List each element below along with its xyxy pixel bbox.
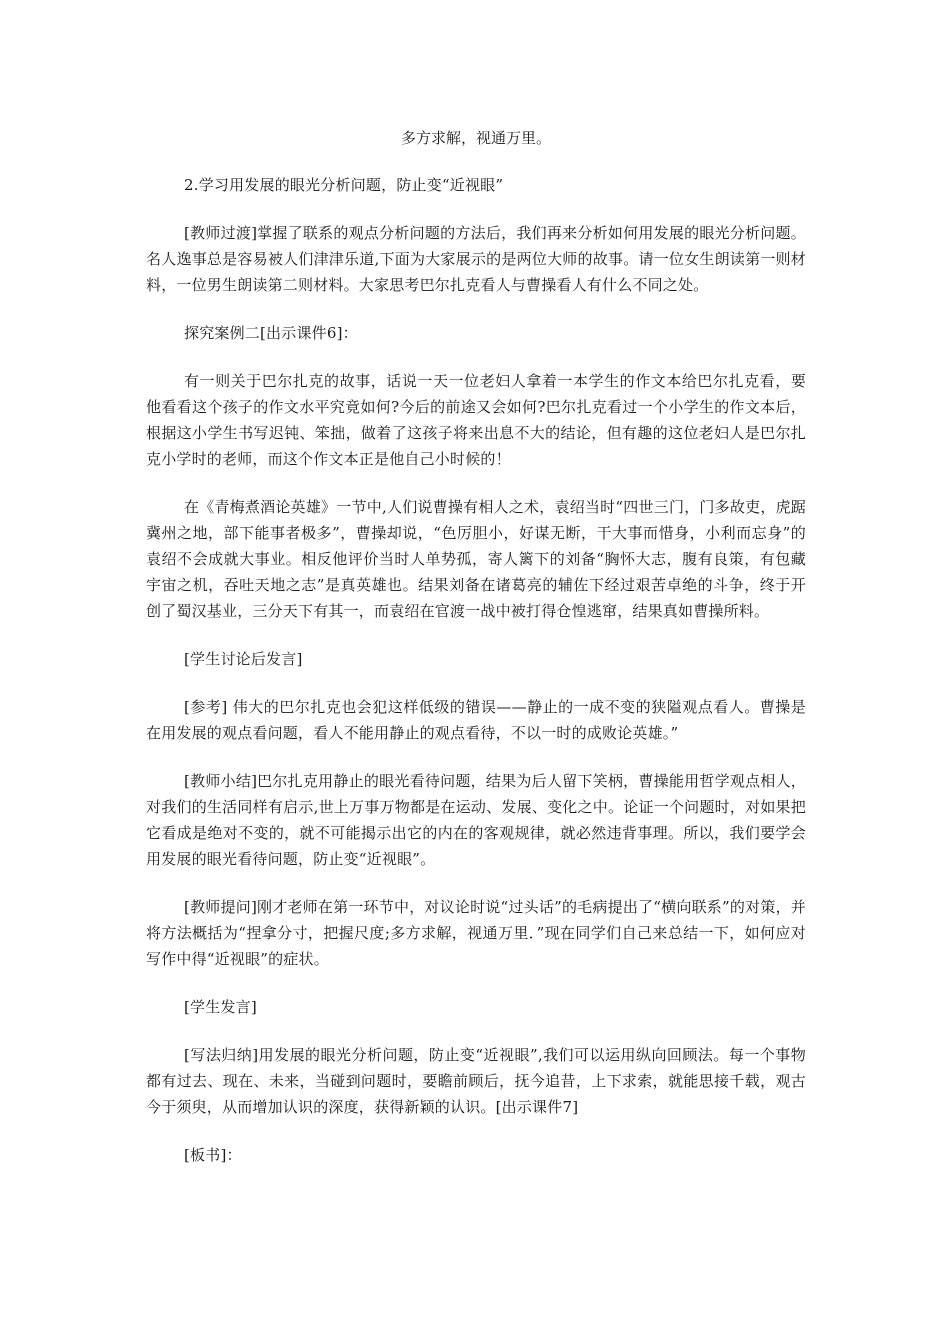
cao-cao-story-paragraph: 在《青梅煮酒论英雄》一节中,人们说曹操有相人之术，袁绍当时“四世三门，门多故吏，虎踞冀州之地，部下能事者极多”，曹操却说，“色厉胆小，好谋无断，干大事而惜身，小利而忘身”的袁绍不会成就大事业。相反他评价当时人单势孤，寄人篱下的刘备“胸怀大志，腹有良策，有包藏宇宙之机，吞吐天地之志”是真英雄也。结果刘备在诸葛亮的辅佐下经过艰苦卓绝的斗争，终于开创了蜀汉基业，三分天下有其一，而袁绍在官渡一战中被打得仓惶逃窜，结果真如曹操所料。 bbox=[146, 498, 806, 620]
reference-answer-paragraph: [参考] 伟大的巴尔扎克也会犯这样低级的错误——静止的一成不变的狭隘观点看人。曹操是在用发展的观点看问题，看人不能用静止的观点看待，不以一时的成败论英雄。” bbox=[146, 698, 806, 742]
balzac-story-paragraph: 有一则关于巴尔扎克的故事，话说一天一位老妇人拿着一本学生的作文本给巴尔扎克看，要他看看这个孩子的作文水平究竟如何?今后的前途又会如何?巴尔扎克看过一个小学生的作文本后，根据这小学生书写迟钝、笨拙，做着了这孩子将来出息不大的结论，但有趣的这位老妇人是巴尔扎克小学时的老师，而这个作文本正是他自己小时候的！ bbox=[146, 372, 806, 468]
case-study-heading: 探究案例二[出示课件6]： bbox=[184, 324, 358, 342]
writing-method-paragraph: [写法归纳]用发展的眼光分析问题，防止变“近视眼”,我们可以运用纵向回顾法。每一个事物都有过去、现在、未来，当碰到问题时，要瞻前顾后，抚今追昔，上下求索，就能思接千载，观古今于须臾，从而增加认识的深度，获得新颖的认识。[出示课件7] bbox=[146, 1046, 806, 1116]
student-speech-label: [学生发言] bbox=[184, 998, 257, 1016]
student-discussion-label: [学生讨论后发言] bbox=[184, 650, 303, 668]
document-body bbox=[146, 124, 806, 1190]
closing-line: 多方求解，视通万里。 bbox=[400, 129, 551, 147]
teacher-question-paragraph: [教师提问]刚才老师在第一环节中，对议论时说“过头话”的毛病提出了“横向联系”的对策，并将方法概括为“捏拿分寸，把握尺度;多方求解，视通万里．”现在同学们自己来总结一下，如何应对写作中得“近视眼”的症状。 bbox=[146, 898, 806, 968]
teacher-summary-paragraph: [教师小结]巴尔扎克用静止的眼光看待问题，结果为后人留下笑柄，曹操能用哲学观点相人，对我们的生活同样有启示,世上万事万物都是在运动、发展、变化之中。论证一个问题时，对如果把它看成是绝对不变的，就不可能揭示出它的内在的客观规律，就必然违背事理。所以，我们要学会用发展的眼光看待问题，防止变“近视眼”。 bbox=[146, 772, 806, 868]
section-heading: 2.学习用发展的眼光分析问题，防止变“近视眼” bbox=[184, 176, 504, 194]
teacher-transition-paragraph: [教师过渡]掌握了联系的观点分析问题的方法后，我们再来分析如何用发展的眼光分析问题。名人逸事总是容易被人们津津乐道,下面为大家展示的是两位大师的故事。请一位女生朗读第一则材料，一位男生朗读第二则材料。大家思考巴尔扎克看人与曹操看人有什么不同之处。 bbox=[146, 224, 806, 294]
blackboard-label: [板书]： bbox=[184, 1146, 242, 1164]
